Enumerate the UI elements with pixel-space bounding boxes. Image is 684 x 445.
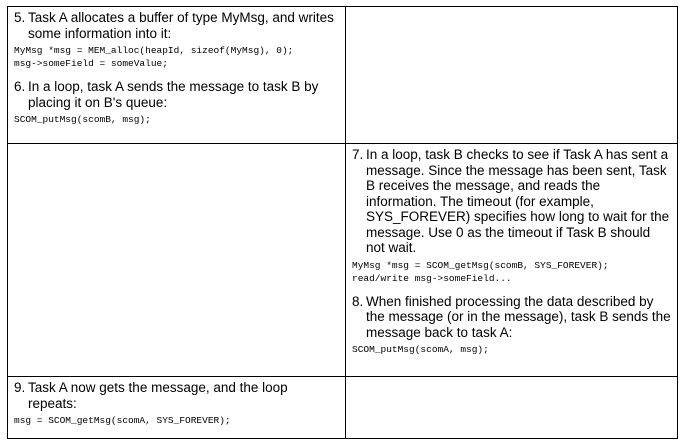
step-number: 5. (14, 10, 26, 25)
step-number: 6. (14, 79, 26, 94)
code-snippet: SCOM_putMsg(scomA, msg); (352, 344, 489, 355)
step-text: When finished processing the data described by the message (or in the message), task B sends the message back to task A: (366, 293, 671, 340)
code-snippet: SCOM_putMsg(scomB, msg); (14, 114, 151, 125)
step-text: In a loop, task A sends the message to task B by placing it on B's queue: (28, 79, 319, 110)
step-9 (14, 380, 339, 411)
code-snippet: msg = SCOM_getMsg(scomA, SYS_FOREVER); (14, 415, 231, 426)
task-b-cell (346, 144, 678, 377)
step-number: 7. (352, 147, 364, 162)
code-snippet: MyMsg *msg = SCOM_getMsg(scomB, SYS_FOREVER); read/write msg->someField... (352, 259, 609, 284)
task-a-cell (8, 7, 346, 144)
step-text: Task A now gets the message, and the loop repeats: (28, 380, 288, 411)
task-b-cell (346, 377, 678, 439)
task-a-cell (8, 144, 346, 377)
step-text: In a loop, task B checks to see if Task A has sent a message. Since the message has been sent, Task B receives the message, and reads the information. The timeout (for example, SYS_FOREVER) specifies how long to wait for the message. Use 0 as the timeout if Task B should not wait. (366, 147, 670, 255)
step-5 (14, 10, 339, 41)
table-row (8, 377, 678, 439)
table-row (8, 7, 678, 144)
step-number: 9. (14, 380, 26, 395)
task-a-cell (8, 377, 346, 439)
step-6 (14, 79, 339, 110)
task-b-cell (346, 7, 678, 144)
procedure-table (7, 6, 678, 439)
table-row (8, 144, 678, 377)
step-text: Task A allocates a buffer of type MyMsg, and writes some information into it: (28, 10, 334, 41)
step-7 (352, 147, 671, 256)
step-number: 8. (352, 293, 364, 309)
code-snippet: MyMsg *msg = MEM_alloc(heapId, sizeof(MyMsg), 0); msg->someField = someValue; (14, 45, 294, 69)
step-8 (352, 294, 671, 341)
